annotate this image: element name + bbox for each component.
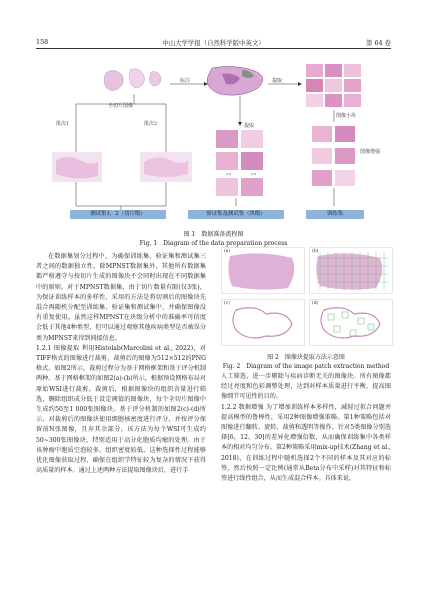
paragraph-dataset-split: 在数据集划分过程中，为确保训练集、验证集和测试集三者之间的数据独立性，除MPNST数据集外，其他所有数据集都严格遵守与按切片生成的图像块不会同时出现在不同数据集中的原则。对于MPNST数据集，由于切片数量有限(仅3张)，为保证训练样本的多样性，采用的方法是将切割后的图像块先混合再随机分配至训练集、验证集和测试集中，并确保图像没有重复使用。虽然这样MPNST在块级分析中的准确率可信度会低于其他4种类型，但可以通过观察其他疾病类型是否被误分类为MPNST来得到间接信息。: [36, 253, 206, 342]
figure-2-panel-a: [221, 247, 305, 294]
augmented-patches: [312, 126, 355, 186]
figure-2-panel-b: [309, 247, 393, 294]
panel-label-c: (c): [224, 301, 231, 306]
section-1-2-2-body: 为了增加训练样本多样性，减轻过拟合问题并提高模型的鲁棒性，采用2种图像增强策略。第1种策略包括对图像进行翻转、旋转、裁剪和透明等操作。针对5类图像分别选择[6，12，30]的差异化增强倍数，从而确保训练集中各类样本的相对均匀分布。第2种策略采用mix-up技术(Zhang et al., 2018)，在训练过程中随机选择2个不同的样本及其对应的标签，然后按照一定比例(通常从Beta分布中采样)对其特征和标签进行线性组合，从而生成混合样本。具体来说，: [221, 403, 392, 483]
section-1-2-1-number: 1.2.1: [36, 344, 52, 352]
paragraph-continued: 人工筛选，进一步剔除与疾病诊断无关的图像块。所有图像都经过亮度和色彩调整处理，达到对样本质量进行平衡，提高图像细节可见性的目的。: [221, 373, 391, 401]
annotated-slide: [207, 66, 263, 95]
train-box: 训练集: [306, 210, 364, 219]
page-number: 158: [36, 38, 49, 46]
section-1-2-2: [221, 403, 391, 485]
panel-label-d: (d): [312, 301, 319, 306]
right-column: [221, 372, 391, 592]
panel-label-a: (a): [224, 249, 231, 254]
panel-a-image: [222, 248, 304, 293]
left-column: [36, 252, 206, 592]
batch-slides: [52, 152, 192, 182]
test-set-box: 测试集1，2（切片级）: [70, 210, 166, 219]
label-extract-right: 提取: [272, 78, 283, 84]
label-batch2: 批次2: [144, 121, 158, 127]
figure-2-panel-c: [221, 299, 305, 346]
section-1-2-1-body: 利用Histolab(Marcolini et al., 2022)，对TIFF格式的图像进行裁剪，裁剪后的图像为512×512的PNG格式。如图2所示，裁剪过程分为基于网格框架和基于评分机制两种。基于网格框架的如图2(a)-(b)所示，根据预设网格布局对原始WSI进行裁剪。裁剪后，根据图像块的组织含量进行筛选，删除组织成分低于设定阈值的图像块，每个全切片图像中生成约50至1 000张图像块。基于评分机制的如图2(c)-(d)所示，对裁剪后的图像块使用细胞核密度进行评分，并按评分保留前N张图像，且弃其余部分，该方法为每个WSI可生成约50~300张图像块，特别适用于高分化胞质均瘤的处理。由于该肿瘤中胞质空泡较多，组织密度较低，这种选择性过程能够优化图像获取过程，确保在组织学特征较为复杂的情况下获得高质量的样本。通过上述两种方法提取图像块后，进行手: [36, 344, 207, 475]
figure-1-diagram: [36, 60, 391, 227]
section-1-2-2-number: 1.2.2: [221, 403, 237, 411]
panel-d-image: [310, 300, 392, 345]
label-batch1: 批次1: [56, 121, 70, 127]
label-extract-left: 提取: [244, 123, 255, 129]
label-annotate: 标注: [180, 78, 191, 84]
volume-label: 第 64 卷: [366, 39, 391, 47]
label-small-patch: 图像小块: [336, 113, 357, 119]
figure-1-caption-en: Fig. 1 Diagram of the data preparation process: [139, 240, 288, 247]
val-test-box: 验证集及测试集（块级）: [188, 210, 284, 219]
figure-1-graphic: [36, 60, 391, 227]
figure-2-caption-en: Fig. 2 Diagram of the image patch extraction method: [222, 363, 390, 370]
section-1-2-1: [36, 344, 206, 477]
whole-slide-thumbnails: [104, 69, 161, 91]
running-header: [36, 37, 391, 49]
journal-title: 中山大学学报（自然科学版中英文）: [162, 39, 265, 47]
figure-2-caption-cn: 图 2 图像块提取方法示意图: [267, 354, 345, 361]
section-1-2-2-title: 数据增强: [238, 403, 264, 411]
panel-label-b: (b): [312, 249, 319, 254]
section-1-2-1-title: 图像提取: [53, 344, 80, 352]
label-augment: 图像增强: [360, 149, 381, 155]
panel-b-image: [310, 248, 392, 293]
panel-c-image: [222, 300, 304, 345]
patch-grid-top: [306, 64, 361, 107]
figure-2-panel-d: [309, 299, 393, 346]
validation-patches: [216, 130, 263, 196]
figure-1-caption-cn: 图 1 数据准备流程图: [183, 231, 244, 238]
label-full-slide: 全切片图像: [108, 103, 134, 109]
